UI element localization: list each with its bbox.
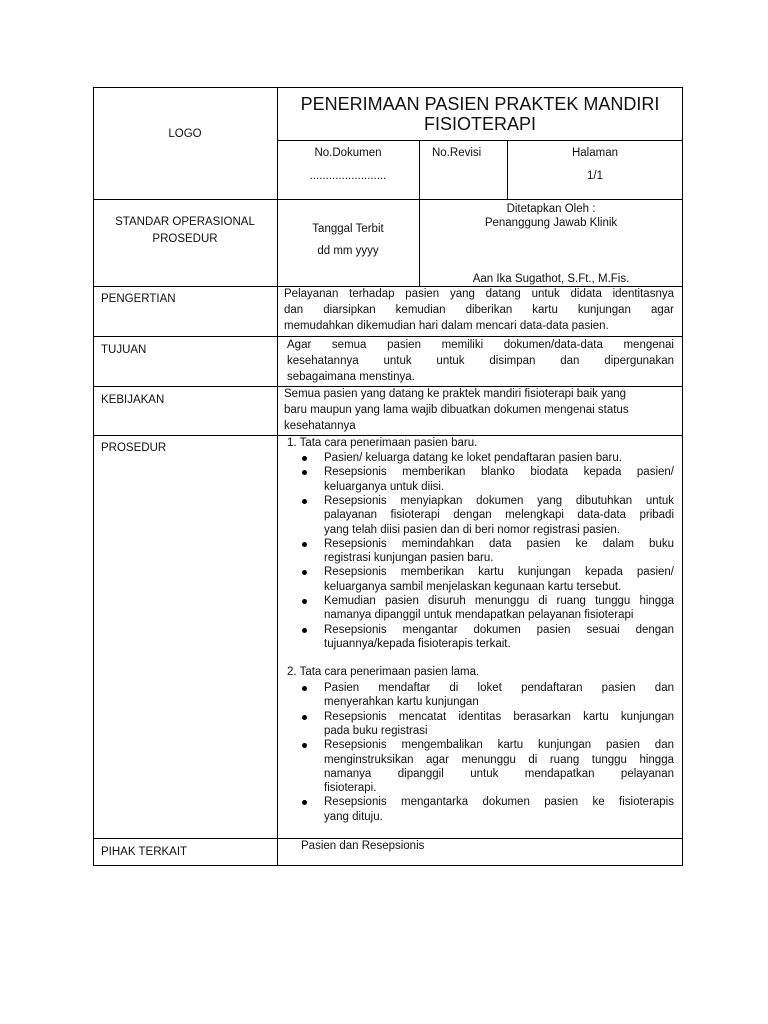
- procedure-step-text: Resepsionis memberikan kartu kunjungan kepada pasien/: [324, 566, 674, 579]
- issue-date-value: dd mm yyyy: [317, 245, 379, 257]
- procedure-step-text: Pasien mendaftar di loket pendaftaran pasien dan: [324, 682, 674, 694]
- procedure-step-text: keluarganya sambil menjelaskan kegunaan kartu tersebut.: [324, 580, 622, 593]
- procedure-step-text: pada buku registrasi: [324, 724, 428, 737]
- procedure-section-title: 1. Tata cara penerimaan pasien baru.: [287, 437, 478, 449]
- procedure-step-text: tujuannya/kepada fisioterapis terkait.: [324, 637, 511, 650]
- bullet-icon: [302, 628, 307, 633]
- procedure-step-text: fisioterapi.: [324, 782, 377, 795]
- procedure-step-text: Kemudian pasien disuruh menunggu di ruang tunggu hingga: [324, 595, 674, 607]
- procedure-step-text: namanya dipanggil untuk mendapatkan pelayanan: [324, 767, 674, 780]
- pihak-terkait-value: Pasien dan Resepsionis: [301, 840, 425, 852]
- sop-label-line2: PROSEDUR: [152, 233, 218, 245]
- procedure-step-text: palayanan fisioterapi dengan melengkapi data-data pribadi: [324, 509, 674, 522]
- document-title-line2: FISIOTERAPI: [423, 114, 537, 134]
- pengertian-line: dan diarsipkan kemudian diberikan kartu kunjungan agar: [284, 304, 674, 316]
- procedure-step-text: namanya dipanggil untuk mendapatkan pelayanan fisioterapi: [324, 609, 634, 622]
- pengertian-label: PENGERTIAN: [101, 293, 176, 305]
- procedure-step-text: Resepsionis mengantarka dokumen pasien ke fisioterapis: [324, 796, 674, 809]
- set-by-line2: Penanggung Jawab Klinik: [484, 217, 618, 229]
- procedure-step-text: keluarganya untuk diisi.: [324, 480, 445, 493]
- procedure-step-text: Resepsionis memindahkan data pasien ke dalam buku: [324, 537, 674, 550]
- kebijakan-line: baru maupun yang lama wajib dibuatkan dokumen mengenai status: [284, 404, 629, 416]
- kebijakan-label: KEBIJAKAN: [101, 394, 165, 406]
- procedure-section-title: 2. Tata cara penerimaan pasien lama.: [287, 666, 480, 678]
- bullet-icon: [302, 542, 307, 547]
- pihak-terkait-label: PIHAK TERKAIT: [101, 846, 188, 858]
- bullet-icon: [302, 456, 307, 461]
- document-title-line1: PENERIMAAN PASIEN PRAKTEK MANDIRI: [300, 94, 660, 114]
- page-label: Halaman: [571, 147, 619, 159]
- bullet-icon: [302, 715, 307, 720]
- page-value: 1/1: [587, 170, 603, 182]
- pengertian-line: Pelayanan terhadap pasien yang datang untuk didata identitasnya: [284, 288, 674, 300]
- procedure-step-text: yang dituju.: [324, 810, 383, 823]
- procedure-step-text: Resepsionis mengembalikan kartu kunjungan pasien dan: [324, 739, 674, 752]
- signer-name: Aan Ika Sugathot, S.Ft., M.Fis.: [472, 273, 630, 285]
- prosedur-label: PROSEDUR: [101, 442, 167, 454]
- doc-number-label: No.Dokumen: [314, 147, 382, 159]
- tujuan-line: Agar semua pasien memiliki dokumen/data-data mengenai: [287, 339, 674, 351]
- set-by-line1: Ditetapkan Oleh :: [506, 203, 596, 215]
- bullet-icon: [302, 499, 307, 504]
- bullet-icon: [302, 686, 307, 691]
- procedure-step-text: Resepsionis menyiapkan dokumen yang dibutuhkan untuk: [324, 494, 674, 507]
- row-divider: [277, 140, 683, 141]
- tujuan-line: kesehatannya untuk untuk disimpan dan dipergunakan: [287, 355, 674, 367]
- revision-label: No.Revisi: [432, 147, 482, 159]
- bullet-icon: [302, 599, 307, 604]
- procedure-step-text: menyerahkan kartu kunjungan: [324, 696, 479, 709]
- procedure-step-text: yang telah diisi pasien dan di beri nomor registrasi pasien.: [324, 523, 620, 536]
- procedure-step-text: Resepsionis memberikan blanko biodata kepada pasien/: [324, 466, 674, 479]
- sop-label-line1: STANDAR OPERASIONAL: [115, 216, 255, 228]
- issue-date-label: Tanggal Terbit: [312, 223, 384, 235]
- kebijakan-line: kesehatannya: [284, 420, 356, 432]
- procedure-step-text: Pasien/ keluarga datang ke loket pendaftaran pasien baru.: [324, 452, 622, 464]
- tujuan-label: TUJUAN: [101, 344, 147, 356]
- procedure-step-text: Resepsionis mengantar dokumen pasien sesuai dengan: [324, 623, 674, 636]
- pengertian-line: memudahkan dikemudian hari dalam mencari data-data pasien.: [284, 320, 609, 332]
- row-divider: [93, 336, 683, 337]
- tujuan-line: sebagaimana menstinya.: [287, 371, 415, 383]
- procedure-step-text: Resepsionis mencatat identitas berasarkan kartu kunjungan: [324, 710, 674, 723]
- header-divider: [419, 140, 420, 199]
- column-divider: [277, 87, 278, 866]
- procedure-step-text: registrasi kunjungan pasien baru.: [324, 552, 494, 565]
- doc-number-value: ........................: [309, 170, 387, 182]
- logo-placeholder: LOGO: [168, 128, 202, 140]
- kebijakan-line: Semua pasien yang datang ke praktek mandiri fisioterapi baik yang: [284, 388, 627, 400]
- procedure-step-text: menginstruksikan agar menunggu di ruang tunggu hingga: [324, 753, 674, 766]
- row-divider: [93, 199, 683, 200]
